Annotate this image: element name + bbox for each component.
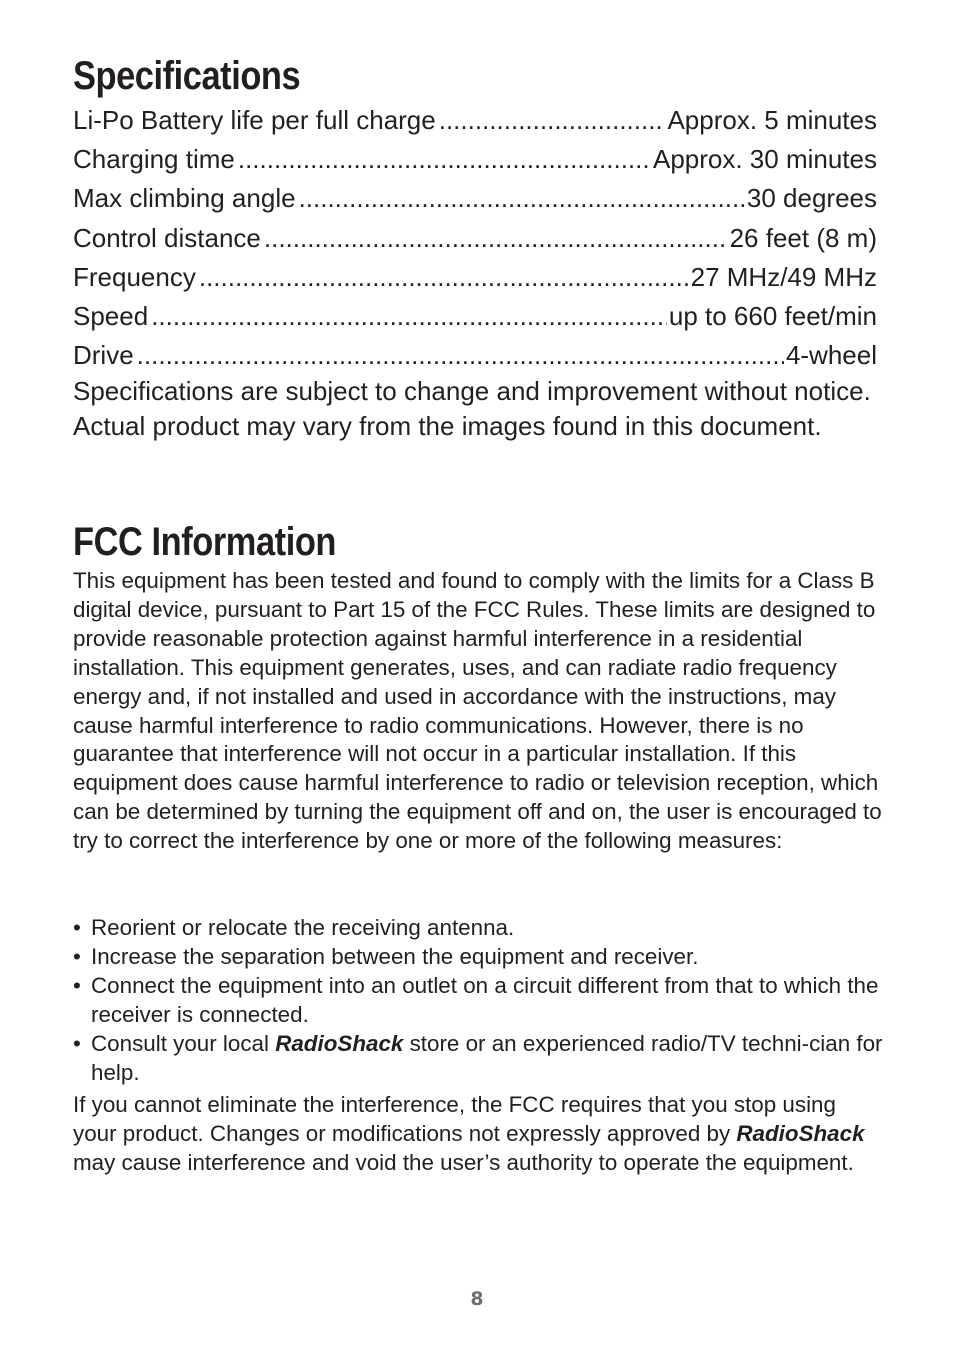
list-item xyxy=(73,943,885,972)
spec-row-speed xyxy=(73,297,877,336)
brand-name: RadioShack xyxy=(275,1030,404,1056)
list-item-text: Connect the equipment into an outlet on a circuit different from that to which the receiver is connected. xyxy=(91,972,879,1027)
spec-value: up to 660 feet/min xyxy=(668,300,877,331)
spec-label: Max climbing angle xyxy=(73,183,296,214)
spec-value: 4-wheel xyxy=(785,340,877,371)
spec-value: Approx. 5 minutes xyxy=(667,105,877,135)
specifications-note: Specifications are subject to change and improvement without notice. Actual product may vary from the images found in this document. xyxy=(73,376,871,441)
spec-row-battery-life xyxy=(73,101,877,140)
fcc-closing-paragraph xyxy=(73,1091,885,1178)
dot-leader xyxy=(151,297,667,336)
spec-row-drive xyxy=(73,336,877,375)
closing-text-after: may cause interference and void the user’s authority to operate the equipment. xyxy=(73,1149,854,1175)
spec-row-control-distance xyxy=(73,219,877,258)
bullet-icon: • xyxy=(73,972,81,998)
specifications-heading: Specifications xyxy=(73,54,301,98)
list-item xyxy=(73,914,885,943)
fcc-body-paragraph: This equipment has been tested and found to comply with the limits for a Class B digital device, pursuant to Part 15 of the FCC Rules. These limits are designed to provide reasonable protection against harmful interference in a residential installation. This equipment generates, uses, and can radiate radio frequency energy and, if not installed and used in accordance with the instructions, may cause harmful interference to radio communications. However, there is no guarantee that interference will not occur in a particular installation. If this equipment does cause harmful interference to radio or television reception, which can be determined by turning the equipment off and on, the user is encouraged to try to correct the interference by one or more of the following measures: xyxy=(73,568,882,854)
spec-value: 26 feet (8 m) xyxy=(729,222,877,253)
spec-row-climbing-angle xyxy=(73,179,877,218)
fcc-measures-list xyxy=(73,914,885,1087)
spec-label: Drive xyxy=(73,340,134,371)
list-item-text-before: Consult your local xyxy=(91,1030,276,1056)
list-item xyxy=(73,1030,885,1088)
list-item xyxy=(73,972,885,1030)
spec-label: Charging time xyxy=(73,144,235,175)
bullet-icon: • xyxy=(73,943,81,969)
brand-name: RadioShack xyxy=(736,1120,865,1146)
spec-label: Frequency xyxy=(73,261,196,292)
dot-leader xyxy=(264,219,728,258)
dot-leader xyxy=(199,258,689,297)
list-item-text: Reorient or relocate the receiving antenna. xyxy=(91,915,515,940)
dot-leader xyxy=(238,140,651,179)
list-item-text-after: store or an experienced radio/TV techni-cian for help. xyxy=(91,1030,883,1085)
bullet-icon: • xyxy=(73,915,81,940)
dot-leader xyxy=(137,336,784,375)
page-number: 8 xyxy=(470,1288,484,1310)
spec-value: 30 degrees xyxy=(746,183,877,214)
list-item-text: Increase the separation between the equipment and receiver. xyxy=(91,943,699,969)
dot-leader xyxy=(439,101,666,140)
spec-value: Approx. 30 minutes xyxy=(652,144,877,175)
fcc-heading: FCC Information xyxy=(73,520,336,564)
spec-label: Li-Po Battery life per full charge xyxy=(73,105,436,135)
closing-text-before: If you cannot eliminate the interference, the FCC requires that you stop using your product. Changes or modifications not expressly approved by xyxy=(73,1092,836,1146)
spec-value: 27 MHz/49 MHz xyxy=(690,261,877,292)
dot-leader xyxy=(299,179,745,218)
spec-row-frequency xyxy=(73,258,877,297)
spec-label: Speed xyxy=(73,300,149,331)
bullet-icon: • xyxy=(73,1030,81,1056)
spec-label: Control distance xyxy=(73,222,261,253)
specifications-list xyxy=(73,101,877,375)
spec-row-charging-time xyxy=(73,140,877,179)
